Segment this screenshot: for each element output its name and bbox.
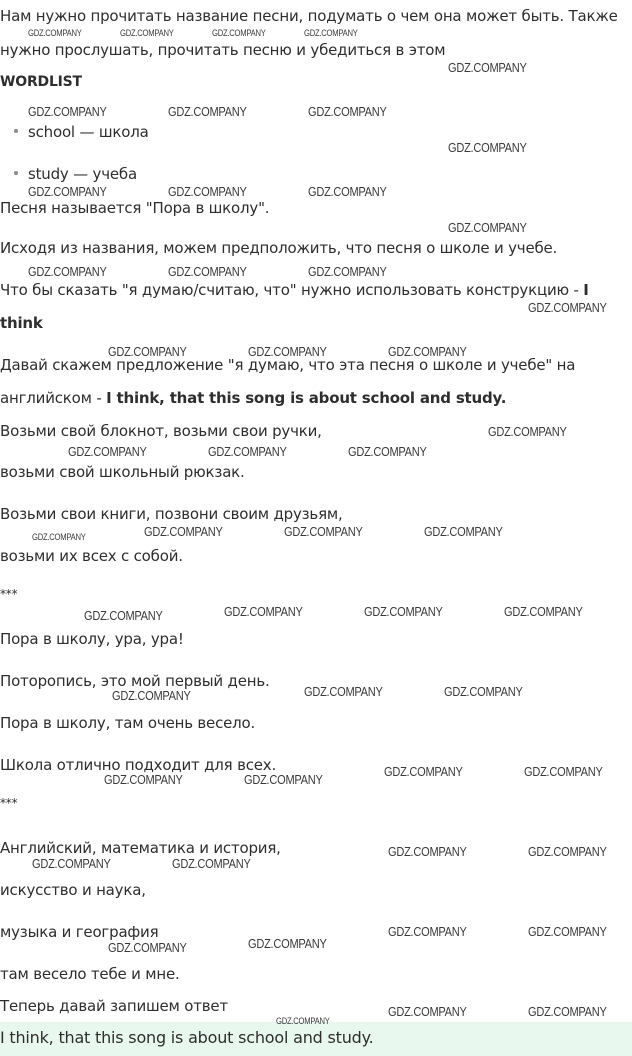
watermark: GDZ.COMPANY	[308, 104, 387, 119]
song-line: искусство и наука,	[0, 881, 146, 899]
watermark: GDZ.COMPANY	[304, 28, 358, 38]
watermark: GDZ.COMPANY	[348, 444, 427, 459]
watermark: GDZ.COMPANY	[248, 344, 327, 359]
watermark: GDZ.COMPANY	[84, 608, 163, 623]
watermark: GDZ.COMPANY	[504, 604, 583, 619]
watermark: GDZ.COMPANY	[308, 184, 387, 199]
guess-line: Исходя из названия, можем предположить, что песня о школе и учебе.	[0, 239, 558, 257]
watermark: GDZ.COMPANY	[528, 924, 607, 939]
watermark: GDZ.COMPANY	[424, 524, 503, 539]
watermark: GDZ.COMPANY	[448, 60, 527, 75]
song-line: Потoропись, это мой первый день.	[0, 672, 270, 690]
song-line: музыка и география	[0, 923, 159, 941]
song-separator: ***	[0, 796, 18, 810]
song-line: возьми свой школьный рюкзак.	[0, 463, 245, 481]
song-line: Школа отлично подходит для всех.	[0, 756, 277, 774]
song-title-line: Песня называется "Пора в школу".	[0, 199, 270, 217]
watermark: GDZ.COMPANY	[32, 856, 111, 871]
watermark: GDZ.COMPANY	[244, 772, 323, 787]
construction-line: Что бы сказать "я думаю/считаю, что" нужно использовать конструкцию - I	[0, 281, 589, 299]
watermark: GDZ.COMPANY	[144, 524, 223, 539]
watermark: GDZ.COMPANY	[212, 28, 266, 38]
watermark: GDZ.COMPANY	[28, 28, 82, 38]
construction-think: think	[0, 314, 43, 332]
watermark: GDZ.COMPANY	[364, 604, 443, 619]
say-line-2: английском - I think, that this song is about school and study.	[0, 389, 507, 407]
watermark: GDZ.COMPANY	[388, 924, 467, 939]
song-line: Английский, математика и история,	[0, 839, 281, 857]
watermark: GDZ.COMPANY	[224, 604, 303, 619]
watermark: GDZ.COMPANY	[104, 772, 183, 787]
watermark: GDZ.COMPANY	[488, 424, 567, 439]
watermark: GDZ.COMPANY	[384, 764, 463, 779]
wordlist-item: school — школа	[14, 122, 149, 142]
watermark: GDZ.COMPANY	[168, 264, 247, 279]
say-line-1: Давай скажем предложение "я думаю, что эта песня о школе и учебе" на	[0, 356, 576, 374]
watermark: GDZ.COMPANY	[276, 1016, 330, 1026]
watermark: GDZ.COMPANY	[308, 264, 387, 279]
watermark: GDZ.COMPANY	[448, 220, 527, 235]
watermark: GDZ.COMPANY	[172, 856, 251, 871]
watermark: GDZ.COMPANY	[120, 28, 174, 38]
watermark: GDZ.COMPANY	[528, 844, 607, 859]
watermark: GDZ.COMPANY	[28, 184, 107, 199]
watermark: GDZ.COMPANY	[448, 140, 527, 155]
wordlist-heading: WORDLIST	[0, 74, 82, 90]
song-line: Пора в школу, там очень весело.	[0, 714, 256, 732]
watermark: GDZ.COMPANY	[112, 688, 191, 703]
song-line: Возьми свои книги, позвони своим друзьям,	[0, 505, 343, 523]
intro-line-2: нужно прослушать, прочитать песню и убедиться в этом	[0, 41, 446, 59]
watermark: GDZ.COMPANY	[168, 184, 247, 199]
answer-lead: Теперь давай запишем ответ	[0, 997, 228, 1015]
watermark: GDZ.COMPANY	[32, 532, 86, 542]
watermark: GDZ.COMPANY	[68, 444, 147, 459]
watermark: GDZ.COMPANY	[304, 684, 383, 699]
watermark: GDZ.COMPANY	[28, 104, 107, 119]
watermark: GDZ.COMPANY	[388, 844, 467, 859]
song-separator: ***	[0, 587, 18, 601]
song-line: там весело тебе и мне.	[0, 965, 180, 983]
song-line: Возьми свой блокнот, возьми свои ручки,	[0, 422, 322, 440]
song-line: Пора в школу, ура, ура!	[0, 630, 184, 648]
wordlist-item: study — учеба	[14, 164, 137, 184]
answer-text: I think, that this song is about school and study.	[0, 1028, 374, 1047]
watermark: GDZ.COMPANY	[524, 764, 603, 779]
song-line: возьми их всех с собой.	[0, 547, 183, 565]
watermark: GDZ.COMPANY	[444, 684, 523, 699]
watermark: GDZ.COMPANY	[108, 344, 187, 359]
watermark: GDZ.COMPANY	[28, 264, 107, 279]
watermark: GDZ.COMPANY	[388, 344, 467, 359]
bullet-icon	[14, 171, 18, 175]
intro-line-1: Нам нужно прочитать название песни, подумать о чем она может быть. Также	[0, 7, 618, 25]
watermark: GDZ.COMPANY	[284, 524, 363, 539]
watermark: GDZ.COMPANY	[208, 444, 287, 459]
bullet-icon	[14, 129, 18, 133]
watermark: GDZ.COMPANY	[528, 1004, 607, 1019]
watermark: GDZ.COMPANY	[248, 936, 327, 951]
watermark: GDZ.COMPANY	[388, 1004, 467, 1019]
watermark: GDZ.COMPANY	[528, 300, 607, 315]
watermark: GDZ.COMPANY	[108, 940, 187, 955]
watermark: GDZ.COMPANY	[168, 104, 247, 119]
